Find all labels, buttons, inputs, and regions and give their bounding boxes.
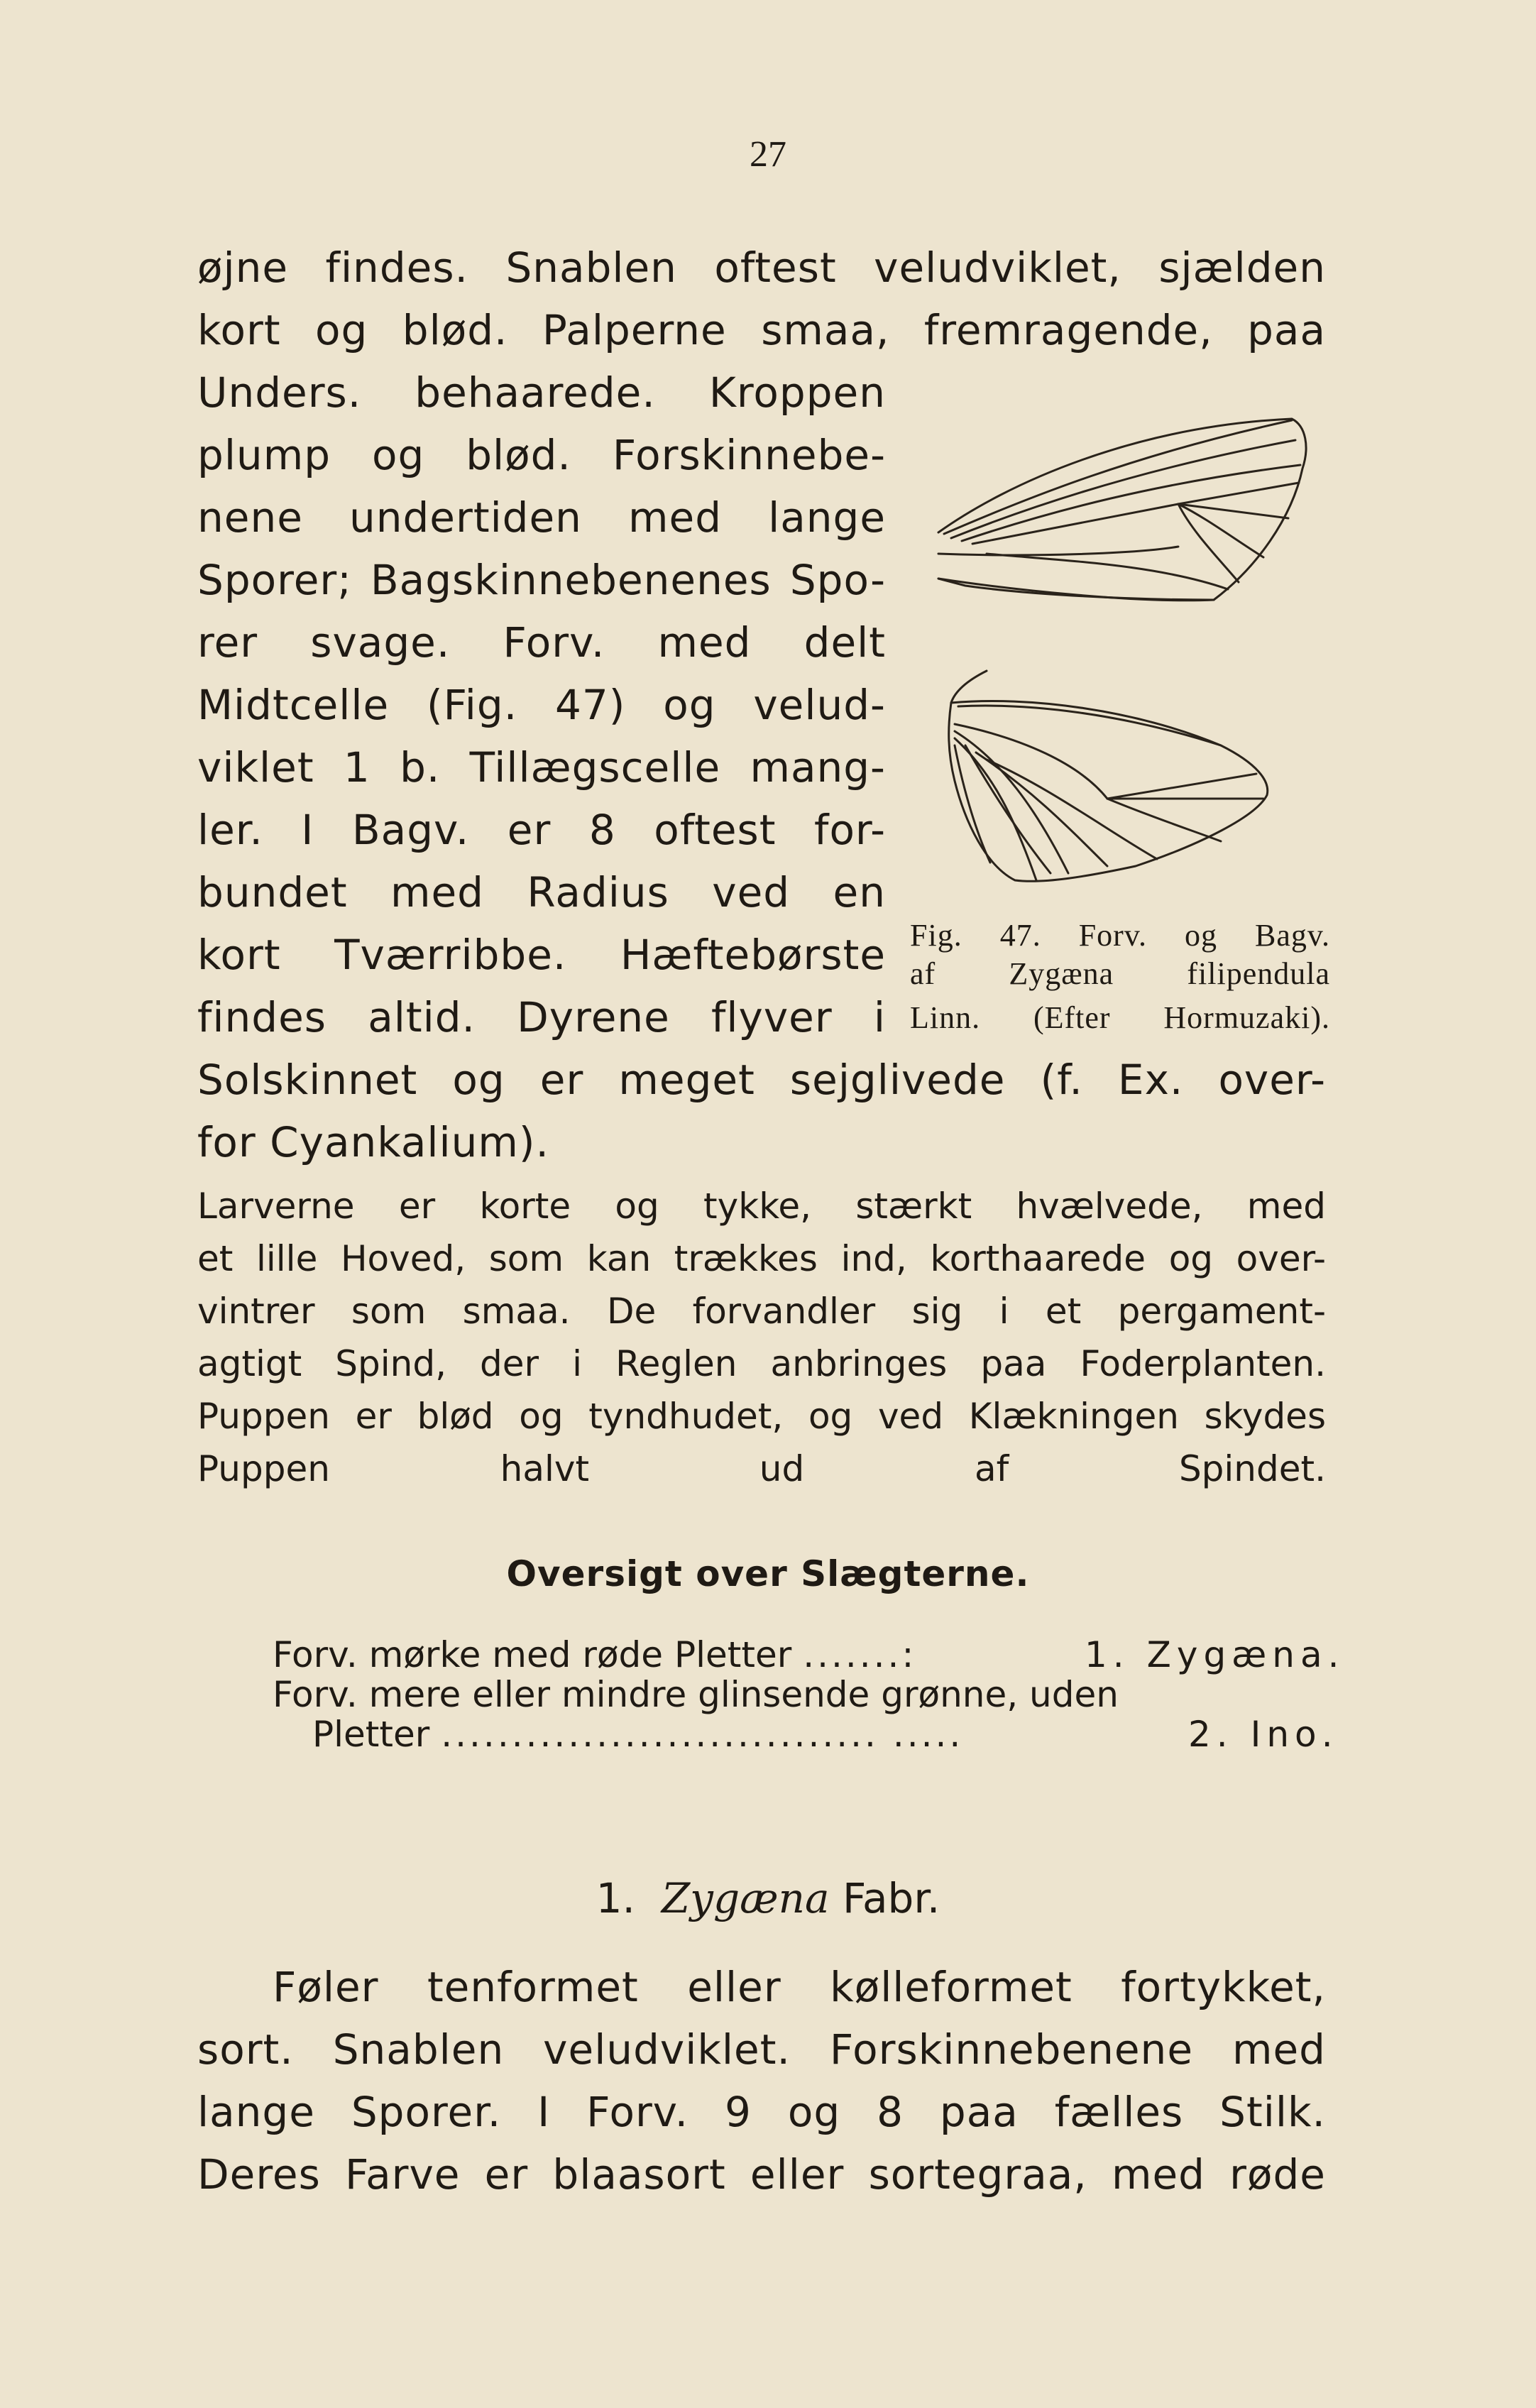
text-line: rer svage. Forv. med delt bbox=[197, 618, 886, 667]
text-line: Sporer; Bagskinnebenenes Spo- bbox=[197, 556, 886, 604]
figure-caption-line: Fig. 47. Forv. og Bagv. bbox=[910, 918, 1330, 953]
text-line: øjne findes. Snablen oftest veludviklet, sjælden bbox=[197, 243, 1326, 292]
key-heading: Oversigt over Slægterne. bbox=[506, 1553, 1030, 1594]
text-line: Puppen halvt ud af Spindet. bbox=[197, 1448, 1326, 1489]
text-line: Deres Farve er blaasort eller sortegraa, med røde bbox=[197, 2150, 1326, 2199]
genus-heading bbox=[0, 1874, 1536, 1922]
key-row-3 bbox=[312, 1714, 964, 1755]
key-row-1 bbox=[273, 1634, 917, 1675]
genus-author: Fabr. bbox=[842, 1874, 940, 1922]
text-line: for Cyankalium). bbox=[197, 1118, 549, 1166]
text-line: et lille Hoved, som kan trækkes ind, korthaarede og over- bbox=[197, 1238, 1326, 1279]
key-row-1-text: Forv. mørke med røde Pletter bbox=[273, 1634, 792, 1675]
key-row-3-text: Pletter bbox=[312, 1714, 430, 1755]
key-row-1-dots: .......: bbox=[803, 1634, 917, 1675]
text-line: Puppen er blød og tyndhudet, og ved Klækningen skydes bbox=[197, 1396, 1326, 1437]
text-line: sort. Snablen veludviklet. Forskinnebenene med bbox=[197, 2025, 1326, 2074]
text-line: Unders. behaarede. Kroppen bbox=[197, 368, 886, 417]
text-line: Føler tenformet eller kølleformet fortykket, bbox=[273, 1963, 1326, 2011]
page-number: 27 bbox=[750, 134, 786, 175]
text-line: ler. I Bagv. er 8 oftest for- bbox=[197, 806, 886, 854]
genus-number: 1. bbox=[596, 1874, 635, 1922]
key-row-3-dots: ............................... ..... bbox=[441, 1714, 964, 1755]
text-line: vintrer som smaa. De forvandler sig i et pergament- bbox=[197, 1291, 1326, 1332]
text-line: plump og blød. Forskinnebe- bbox=[197, 431, 886, 479]
text-line: lange Sporer. I Forv. 9 og 8 paa fælles Stilk. bbox=[197, 2088, 1326, 2136]
genus-name: Zygæna bbox=[661, 1874, 830, 1922]
key-row-1-result: 1. Zygæna. bbox=[1085, 1634, 1345, 1675]
text-line: kort og blød. Palperne smaa, fremragende, paa bbox=[197, 306, 1326, 354]
text-line: bundet med Radius ved en bbox=[197, 868, 886, 916]
text-line: nene undertiden med lange bbox=[197, 493, 886, 542]
forewing-drawing bbox=[938, 419, 1306, 601]
text-line: Midtcelle (Fig. 47) og velud- bbox=[197, 681, 886, 729]
key-row-3-result: 2. Ino. bbox=[1188, 1714, 1339, 1755]
figure-caption-line: Linn. (Efter Hormuzaki). bbox=[910, 1000, 1330, 1035]
text-line: viklet 1 b. Tillægscelle mang- bbox=[197, 743, 886, 792]
key-row-2-text: Forv. mere eller mindre glinsende grønne, uden bbox=[273, 1674, 1119, 1715]
hindwing-drawing bbox=[949, 671, 1268, 881]
text-line: Solskinnet og er meget sejglivede (f. Ex. over- bbox=[197, 1056, 1326, 1104]
text-line: findes altid. Dyrene flyver i bbox=[197, 993, 886, 1041]
text-line: kort Tværribbe. Hæftebørste bbox=[197, 931, 886, 979]
text-line: agtigt Spind, der i Reglen anbringes paa Foderplanten. bbox=[197, 1343, 1326, 1384]
figure-caption-line: af Zygæna filipendula bbox=[910, 956, 1330, 991]
wing-figure bbox=[923, 412, 1320, 909]
text-line: Larverne er korte og tykke, stærkt hvælvede, med bbox=[197, 1186, 1326, 1227]
